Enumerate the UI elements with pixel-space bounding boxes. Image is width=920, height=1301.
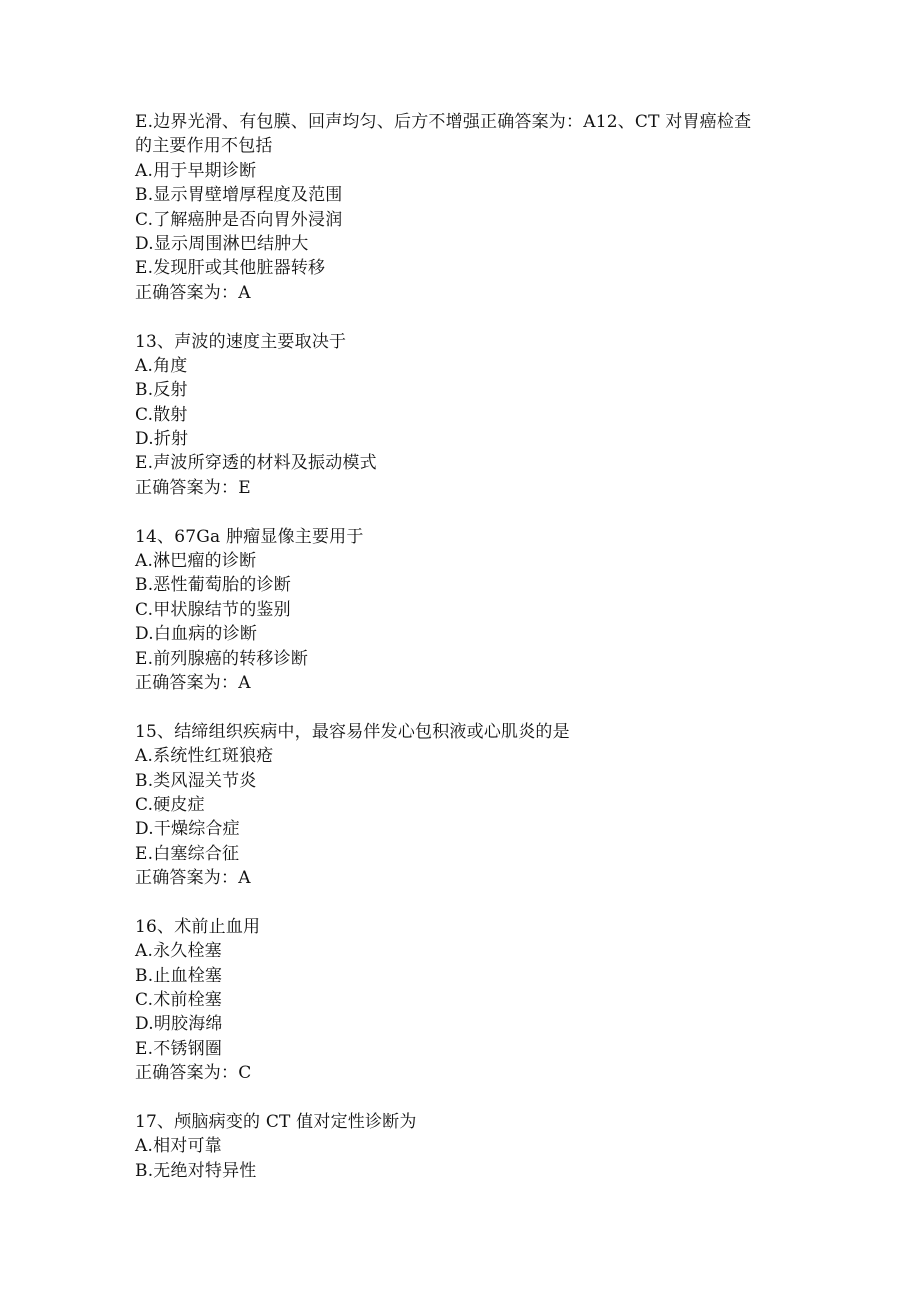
option-d: D.明胶海绵	[135, 1014, 223, 1035]
answer-line: 正确答案为：E	[135, 477, 251, 498]
option-a: A.相对可靠	[135, 1136, 222, 1157]
answer-line: 正确答案为：A	[135, 868, 251, 889]
answer-line: 正确答案为：A	[135, 282, 251, 303]
question-stem: 17、颅脑病变的 CT 值对定性诊断为	[135, 1112, 417, 1133]
option-c: C.了解癌肿是否向胃外浸润	[135, 209, 343, 230]
option-e: E.声波所穿透的材料及振动模式	[135, 453, 377, 474]
option-a: A.角度	[135, 355, 188, 376]
option-d: D.折射	[135, 429, 189, 450]
question-stem: 16、术前止血用	[135, 916, 261, 937]
option-e: E.不锈钢圈	[135, 1038, 223, 1059]
spacer	[135, 305, 815, 329]
option-d: D.干燥综合症	[135, 819, 240, 840]
option-b: B.类风湿关节炎	[135, 770, 257, 791]
spacer	[135, 695, 815, 719]
option-d: D.显示周围淋巴结肿大	[135, 233, 309, 254]
document-page	[135, 110, 815, 1183]
option-c: C.甲状腺结节的鉴别	[135, 599, 291, 620]
option-c: C.硬皮症	[135, 794, 205, 815]
text-line: E.边界光滑、有包膜、回声均匀、后方不增强正确答案为：A12、CT 对胃癌检查	[135, 112, 752, 132]
spacer	[135, 1086, 815, 1110]
question-block-13	[135, 330, 815, 501]
question-stem: 15、结缔组织疾病中，最容易伴发心包积液或心肌炎的是	[135, 721, 570, 742]
question-block-17	[135, 1110, 815, 1183]
option-c: C.术前栓塞	[135, 990, 223, 1011]
question-block-12	[135, 110, 815, 305]
option-c: C.散射	[135, 404, 188, 425]
question-stem: 13、声波的速度主要取决于	[135, 331, 347, 352]
answer-line: 正确答案为：C	[135, 1063, 252, 1084]
option-a: A.淋巴瘤的诊断	[135, 551, 257, 572]
option-a: A.用于早期诊断	[135, 160, 257, 181]
option-a: A.永久栓塞	[135, 941, 222, 962]
question-block-16	[135, 915, 815, 1086]
question-stem: 14、67Ga 肿瘤显像主要用于	[135, 526, 364, 547]
option-d: D.白血病的诊断	[135, 624, 258, 645]
option-b: B.恶性葡萄胎的诊断	[135, 575, 291, 596]
question-block-15	[135, 720, 815, 891]
option-e: E.白塞综合征	[135, 843, 240, 864]
answer-line: 正确答案为：A	[135, 672, 251, 693]
text-line: 的主要作用不包括	[135, 136, 273, 157]
option-b: B.无绝对特异性	[135, 1160, 257, 1181]
option-b: B.显示胃壁增厚程度及范围	[135, 185, 343, 206]
spacer	[135, 891, 815, 915]
question-block-14	[135, 525, 815, 696]
option-e: E.前列腺癌的转移诊断	[135, 648, 309, 669]
option-a: A.系统性红斑狼疮	[135, 746, 274, 767]
spacer	[135, 500, 815, 524]
option-e: E.发现肝或其他脏器转移	[135, 258, 326, 279]
option-b: B.止血栓塞	[135, 965, 223, 986]
option-b: B.反射	[135, 380, 188, 401]
